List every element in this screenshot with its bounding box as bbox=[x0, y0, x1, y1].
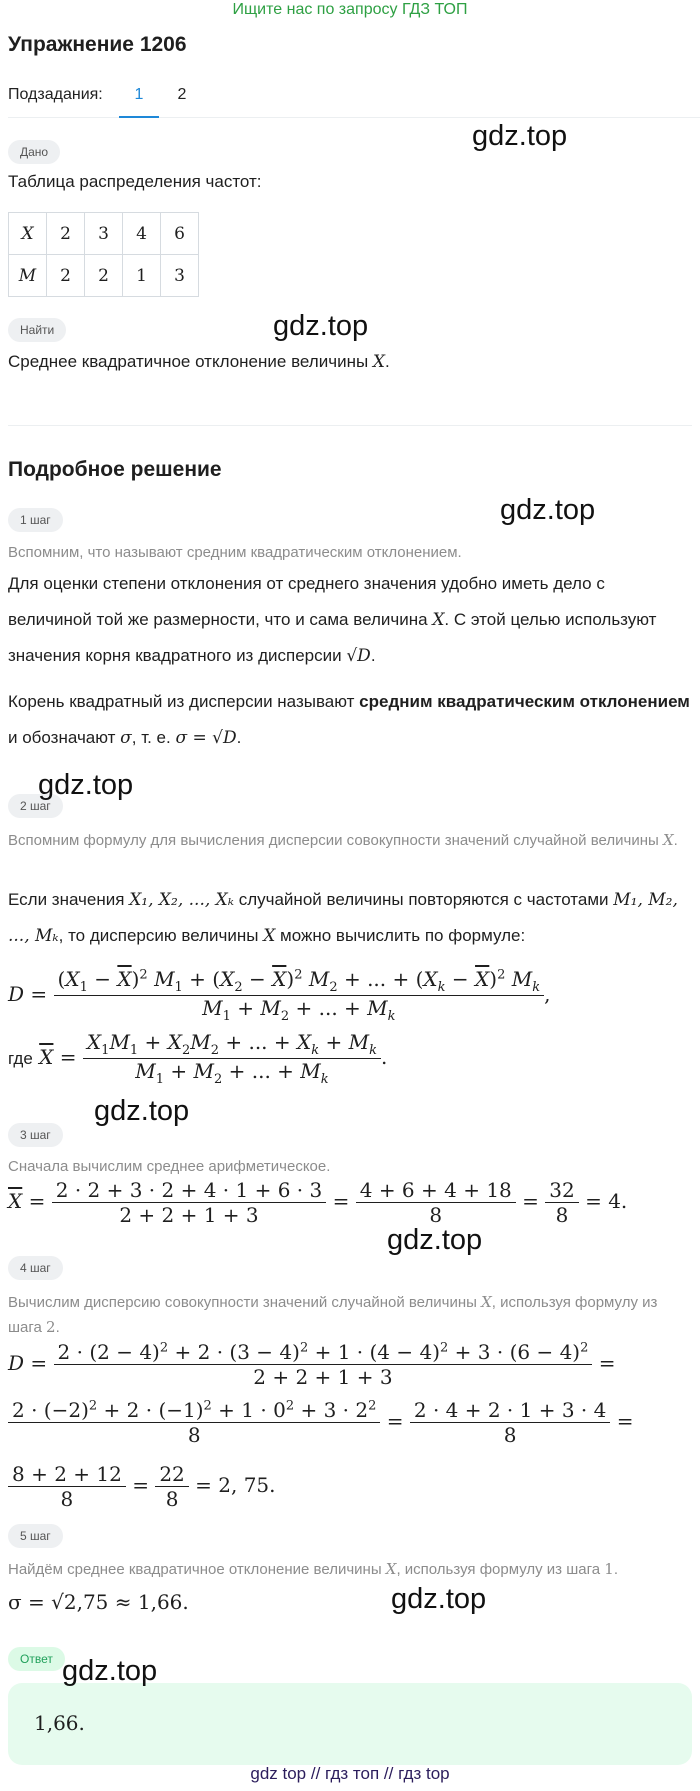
subtasks-label: Подзадания: bbox=[8, 86, 103, 103]
step-1-text: . С этой целью используют значения корня квадратного из дисперсии bbox=[8, 610, 657, 665]
given-text: Таблица распределения частот: bbox=[8, 172, 262, 191]
table-cell: 3 bbox=[161, 255, 199, 297]
step-1-paragraph-1 bbox=[8, 566, 680, 674]
step-2-paragraph bbox=[8, 882, 692, 954]
step-1-hint: Вспомним, что называют средним квадратическим отклонением. bbox=[8, 544, 462, 561]
step-2-hint-text: . bbox=[673, 832, 678, 849]
mean-formula: где $\overline{X}$ = $\frac{X_1M_1 + X_2M_2 + ... + X_k + M_k}{M_1 + M_2 + ... + M_k}$ . bbox=[8, 1030, 388, 1087]
step-reference: 1 bbox=[604, 1560, 614, 1578]
step-2-hint bbox=[8, 828, 692, 853]
step-5-hint-text: Найдём среднее квадратичное отклонение величины bbox=[8, 1561, 382, 1578]
active-tab-indicator bbox=[119, 116, 159, 118]
frequency-table bbox=[8, 212, 199, 297]
step-1-variable: X bbox=[432, 610, 445, 630]
footer-separator: // bbox=[310, 1764, 321, 1783]
section-divider bbox=[8, 425, 692, 426]
footer-separator: // bbox=[383, 1764, 394, 1783]
variance-calc-line-2: $\frac{2 \cdot (-2)^2 + 2 \cdot (-1)^2 + 1 \cdot 0^2 + 3 \cdot 2^2}{8}$ = $\frac{2 \cdot 4 + 2 \cdot 1 + 3 \cdot 4}{8}$ = bbox=[8, 1398, 634, 1447]
step-1-text: и обозначают bbox=[8, 728, 116, 747]
step-reference: 2 bbox=[46, 1318, 56, 1336]
step-5-hint-text: . bbox=[613, 1561, 618, 1578]
table-cell: 2 bbox=[47, 213, 85, 255]
step-1-text: , т. е. bbox=[131, 728, 171, 747]
step-4-hint-text: . bbox=[55, 1319, 60, 1336]
step-2-hint-text: Вспомним формулу для вычисления дисперсии совокупности значений случайной величины bbox=[8, 832, 659, 849]
step-2-text: случайной величины повторяются с частотами bbox=[238, 890, 609, 909]
table-cell: 2 bbox=[85, 255, 123, 297]
sigma-formula: σ = √D bbox=[175, 728, 237, 748]
mean-calculation: $\overline{X}$ = $\frac{2 \cdot 2 + 3 \cdot 2 + 4 \cdot 1 + 6 \cdot 3}{2 + 2 + 1 + 3}$ = $\frac{4 + 6 + 4 + 18}{8}$ = $\frac{32}{8}$ = 4. bbox=[8, 1178, 628, 1227]
table-row bbox=[9, 213, 199, 255]
find-end: . bbox=[385, 352, 390, 371]
table-cell: 2 bbox=[47, 255, 85, 297]
step-5-chip: 5 шаг bbox=[8, 1524, 63, 1548]
sqrt-d-expression: √D bbox=[346, 646, 371, 666]
table-cell: 3 bbox=[85, 213, 123, 255]
watermark: gdz.top bbox=[94, 1095, 190, 1127]
subtask-tab-1[interactable]: 1 bbox=[134, 86, 144, 103]
variance-calc-line-3: $\frac{8 + 2 + 12}{8}$ = $\frac{22}{8}$ = 2, 75. bbox=[8, 1462, 276, 1511]
step-2-text: , то дисперсию величины bbox=[58, 926, 259, 945]
watermark: gdz.top bbox=[387, 1224, 483, 1256]
step-4-hint-text: Вычислим дисперсию совокупности значений случайной величины bbox=[8, 1294, 477, 1311]
emphasized-term: средним квадратическим отклонением bbox=[359, 692, 690, 711]
frequencies-list: M₁, M₂, ..., Mₖ bbox=[8, 890, 678, 946]
step-2-text: Если значения bbox=[8, 890, 125, 909]
find-variable: X bbox=[372, 352, 386, 372]
given-chip: Дано bbox=[8, 140, 60, 164]
watermark: gdz.top bbox=[273, 310, 369, 342]
footer-link-3[interactable]: гдз top bbox=[398, 1764, 450, 1783]
watermark: gdz.top bbox=[38, 769, 134, 801]
step-2-chip: 2 шаг bbox=[8, 794, 63, 818]
watermark: gdz.top bbox=[472, 120, 568, 152]
footer-link-1[interactable]: gdz top bbox=[250, 1764, 307, 1783]
table-cell: 6 bbox=[161, 213, 199, 255]
step-4-hint bbox=[8, 1290, 692, 1340]
values-list: X₁, X₂, ..., Xₖ bbox=[129, 890, 234, 910]
watermark: gdz.top bbox=[391, 1583, 487, 1615]
subtask-tab-2[interactable]: 2 bbox=[177, 86, 187, 103]
table-cell: 1 bbox=[123, 255, 161, 297]
step-5-hint-text: , используя формулу из шага bbox=[396, 1561, 601, 1578]
step-4-chip: 4 шаг bbox=[8, 1256, 63, 1280]
step-3-hint: Сначала вычислим среднее арифметическое. bbox=[8, 1158, 331, 1175]
sigma-symbol: σ bbox=[120, 728, 132, 748]
find-text bbox=[8, 344, 692, 380]
step-1-paragraph-2 bbox=[8, 684, 692, 756]
step-4-hint-variable: X bbox=[481, 1293, 492, 1311]
step-5-hint-variable: X bbox=[385, 1560, 397, 1578]
step-4-hint-text: , используя формулу из шага bbox=[8, 1294, 658, 1336]
step-2-hint-variable: X bbox=[662, 831, 674, 849]
table-cell: X bbox=[9, 213, 47, 255]
step-2-text: можно вычислить по формуле: bbox=[280, 926, 526, 945]
step-1-text: Для оценки степени отклонения от среднего значения удобно иметь дело с величиной той же размерности, что и сама величина bbox=[8, 574, 605, 629]
sigma-result: σ = √2,75 ≈ 1,66. bbox=[8, 1590, 189, 1614]
solution-title: Подробное решение bbox=[8, 458, 222, 481]
table-cell: M bbox=[9, 255, 47, 297]
answer-box bbox=[8, 1683, 692, 1765]
answer-chip: Ответ bbox=[8, 1647, 65, 1671]
step-3-chip: 3 шаг bbox=[8, 1123, 63, 1147]
footer-link-2[interactable]: гдз топ bbox=[325, 1764, 380, 1783]
where-label: где bbox=[8, 1049, 33, 1068]
find-description: Среднее квадратичное отклонение величины bbox=[8, 352, 369, 371]
step-1-chip: 1 шаг bbox=[8, 508, 63, 532]
find-chip: Найти bbox=[8, 318, 66, 342]
watermark: gdz.top bbox=[62, 1655, 158, 1687]
page-title: Упражнение 1206 bbox=[8, 33, 187, 56]
search-banner[interactable]: Ищите нас по запросу ГДЗ ТОП bbox=[232, 1, 468, 18]
table-cell: 4 bbox=[123, 213, 161, 255]
step-5-hint bbox=[8, 1557, 692, 1582]
answer-value: 1,66. bbox=[34, 1711, 85, 1735]
step-1-text: . bbox=[236, 728, 242, 747]
step-1-text: Корень квадратный из дисперсии называют bbox=[8, 692, 355, 711]
variance-calc-line-1: D = $\frac{2 \cdot (2 - 4)^2 + 2 \cdot (3 - 4)^2 + 1 \cdot (4 - 4)^2 + 3 \cdot (6 - 4)^2}{2 + 2 + 1 + 3}$ = bbox=[8, 1340, 616, 1389]
watermark: gdz.top bbox=[500, 494, 596, 526]
step-2-variable: X bbox=[263, 926, 276, 946]
footer bbox=[0, 1764, 700, 1784]
table-row bbox=[9, 255, 199, 297]
subtasks-bar bbox=[8, 84, 700, 118]
step-1-text: . bbox=[370, 646, 376, 665]
variance-formula: D = $\frac{(X_1 - \overline{X})^2 M_1 + (X_2 - \overline{X})^2 M_2 + ... + (X_k - \overline{X})^2 M_k}{M_1 + M_2 + ... + M_k}$ , bbox=[8, 967, 551, 1024]
